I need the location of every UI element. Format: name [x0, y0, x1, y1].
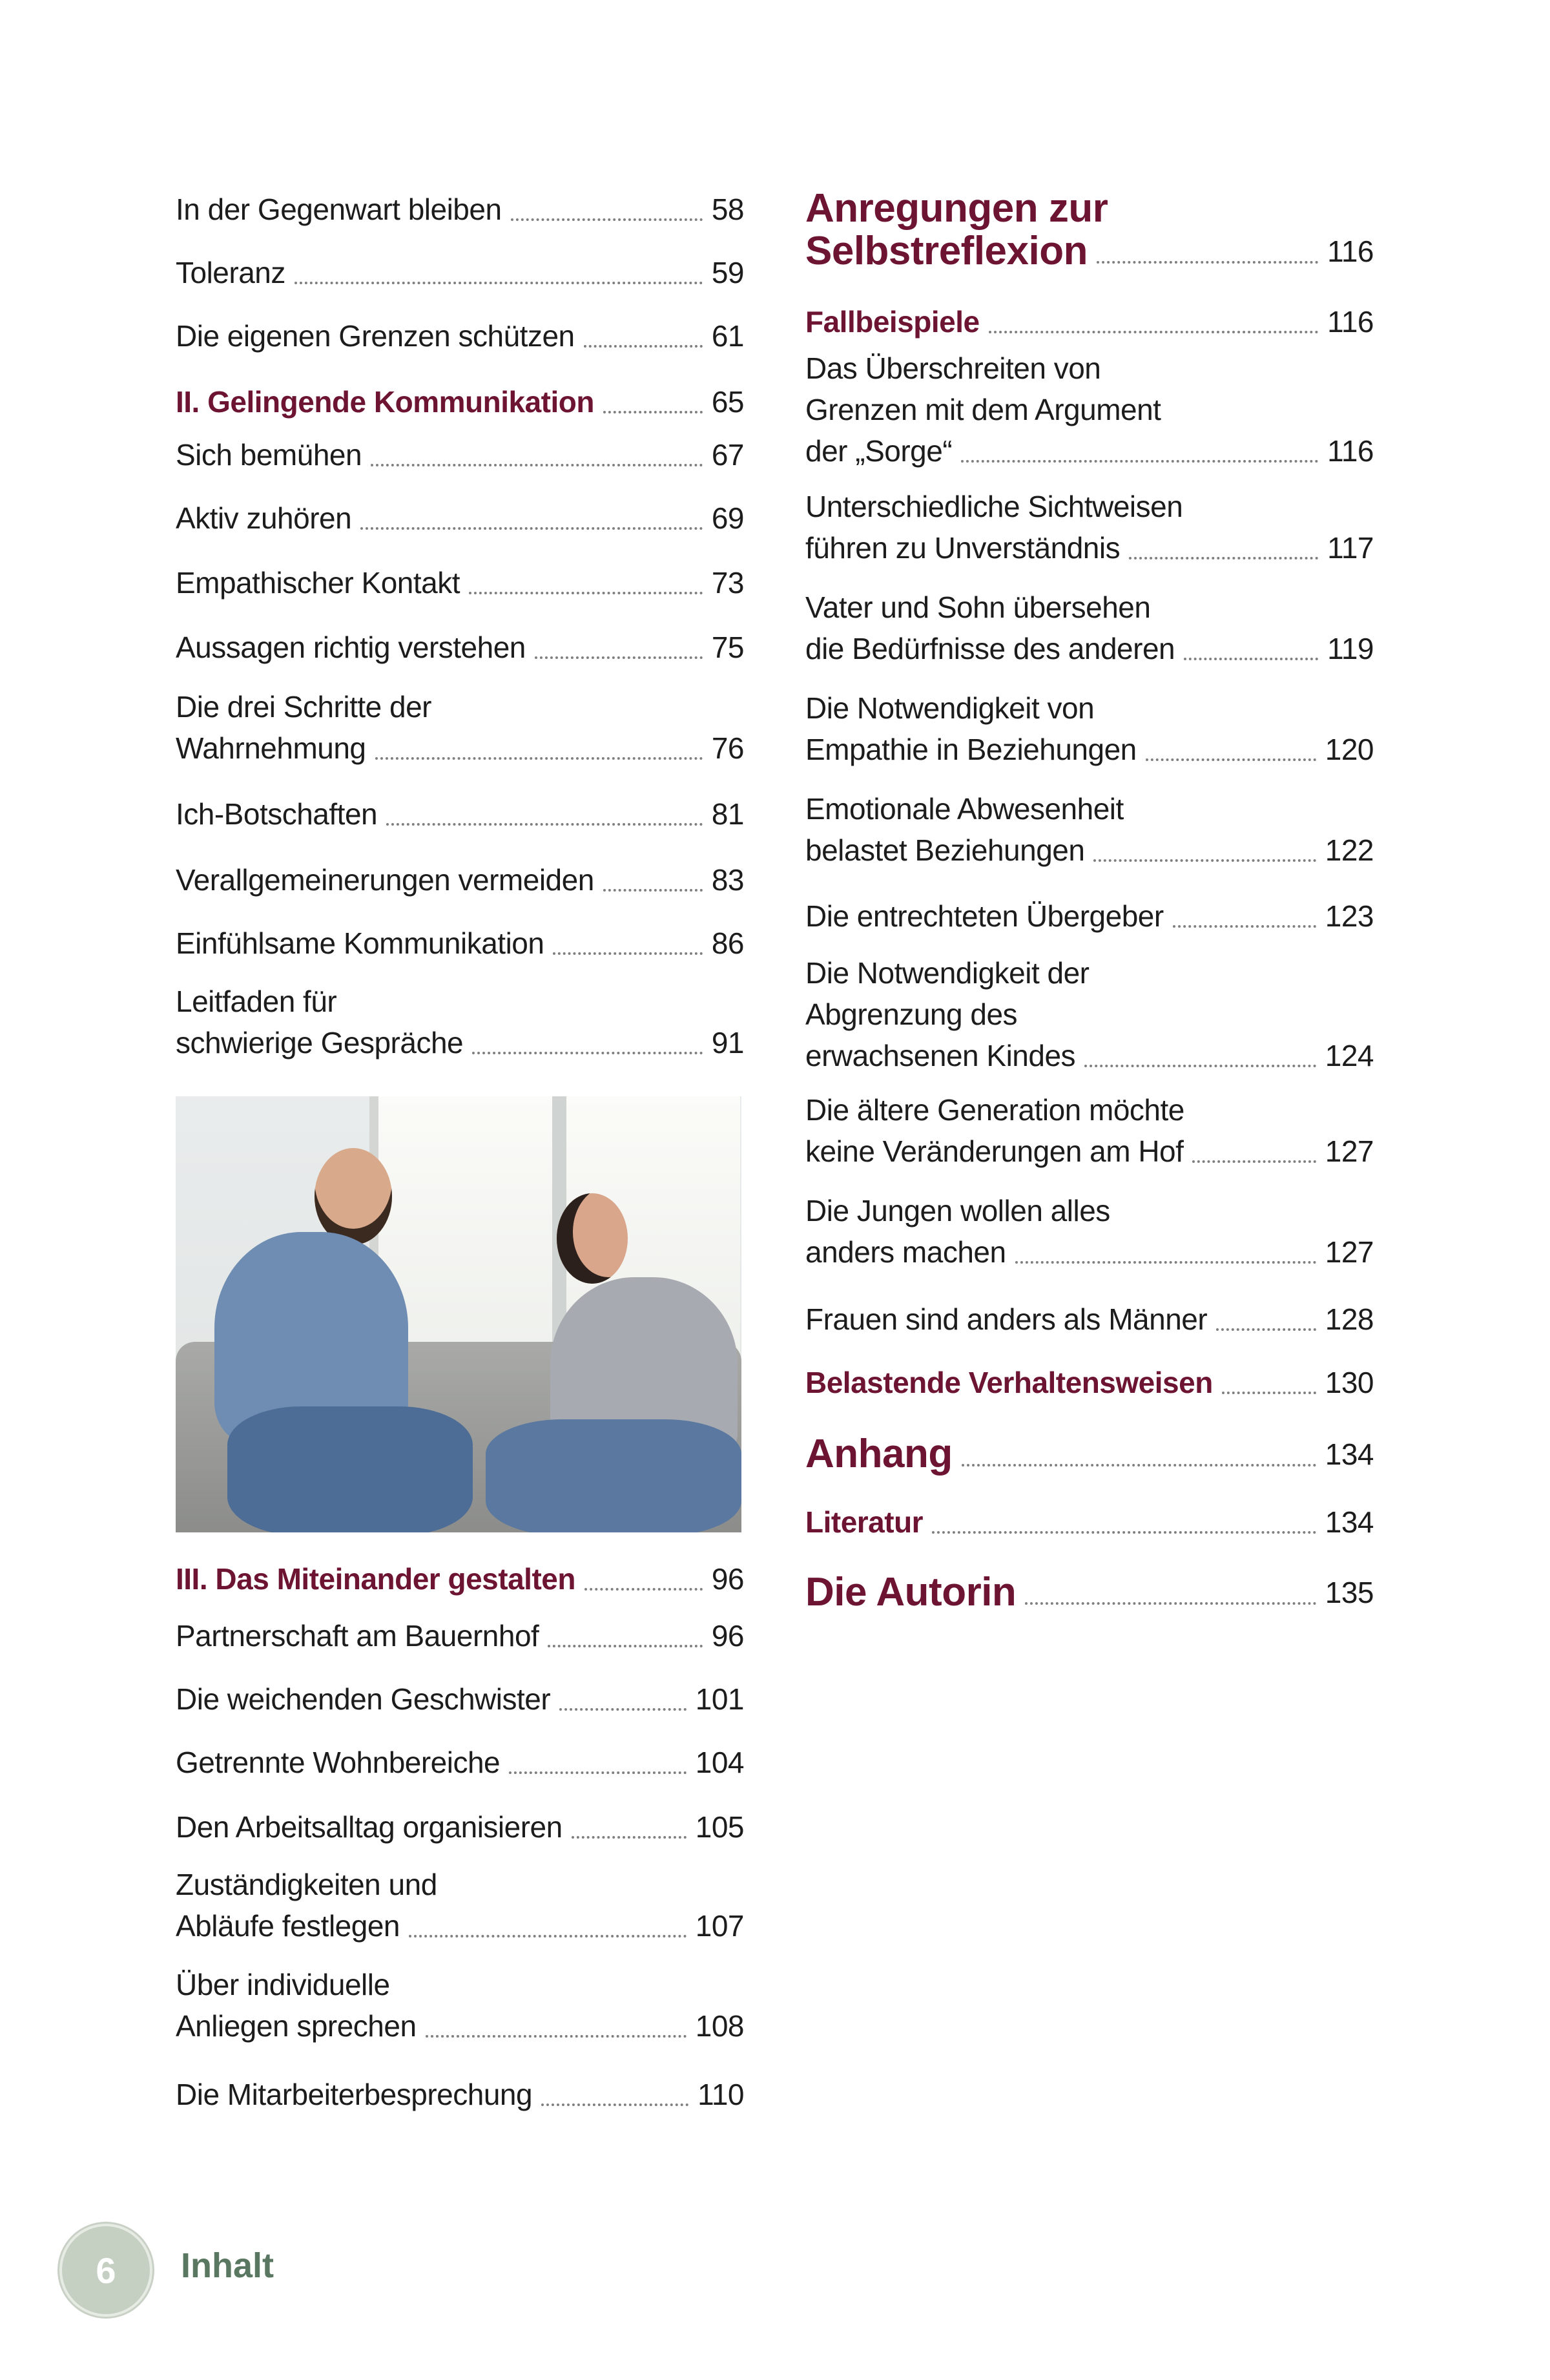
- dot-leader: [426, 2035, 687, 2038]
- toc-page-number: 134: [1325, 1437, 1374, 1471]
- dot-leader: [603, 889, 703, 892]
- toc-entry[interactable]: [805, 1089, 1374, 1172]
- toc-entry[interactable]: [805, 187, 1374, 273]
- toc-entry[interactable]: [805, 348, 1374, 472]
- toc-entry-title: belastet Beziehungen: [805, 833, 1085, 867]
- toc-page-number: 127: [1325, 1134, 1374, 1168]
- toc-entry-title: Wahrnehmung: [176, 731, 366, 765]
- toc-entry[interactable]: [176, 1964, 744, 2047]
- toc-entry[interactable]: [176, 562, 744, 603]
- dot-leader: [989, 331, 1319, 333]
- toc-entry-title: erwachsenen Kindes: [805, 1039, 1076, 1072]
- toc-entry[interactable]: [805, 687, 1374, 770]
- toc-page-number: 107: [695, 1909, 744, 1943]
- dot-leader: [386, 823, 703, 826]
- toc-entry[interactable]: [805, 895, 1374, 937]
- toc-entry-title: führen zu Unverständnis: [805, 531, 1121, 565]
- toc-entry[interactable]: [805, 1362, 1374, 1403]
- toc-entry-title: Emotionale Abwesenheit: [805, 792, 1124, 826]
- dot-leader: [535, 656, 703, 659]
- dot-leader: [541, 2103, 688, 2106]
- toc-entry-title: Frauen sind anders als Männer: [805, 1302, 1208, 1336]
- toc-entry[interactable]: [176, 923, 744, 964]
- toc-entry-title: Partnerschaft am Bauernhof: [176, 1619, 539, 1653]
- toc-entry[interactable]: [805, 1299, 1374, 1340]
- toc-entry[interactable]: [176, 315, 744, 357]
- toc-entry[interactable]: [176, 1806, 744, 1848]
- dot-leader: [603, 411, 703, 413]
- toc-page-number: 128: [1325, 1302, 1374, 1336]
- toc-entry[interactable]: [176, 189, 744, 230]
- toc-page-number: 116: [1327, 434, 1374, 468]
- dot-leader: [509, 1771, 687, 1774]
- toc-entry[interactable]: [176, 1558, 744, 1600]
- toc-entry[interactable]: [176, 793, 744, 835]
- toc-entry-title: Die Autorin: [805, 1570, 1017, 1614]
- toc-entry[interactable]: [805, 1571, 1374, 1614]
- toc-entry-title: Über individuelle: [176, 1968, 390, 2001]
- toc-entry-title: Den Arbeitsalltag organisieren: [176, 1810, 563, 1844]
- dot-leader: [559, 1708, 687, 1711]
- toc-entry-title: Aktiv zuhören: [176, 501, 352, 535]
- toc-entry-title: Die eigenen Grenzen schützen: [176, 319, 575, 353]
- dot-leader: [1146, 758, 1316, 761]
- toc-entry-title: Fallbeispiele: [805, 305, 980, 339]
- toc-entry-title: Vater und Sohn übersehen: [805, 590, 1151, 624]
- toc-entry[interactable]: [176, 252, 744, 293]
- toc-page-number: 110: [698, 2078, 744, 2111]
- toc-page-number: 69: [711, 501, 744, 535]
- dot-leader: [1093, 859, 1316, 862]
- toc-page-number: 134: [1325, 1505, 1374, 1539]
- toc-entry-title: Literatur: [805, 1505, 924, 1539]
- toc-entry-title: Leitfaden für: [176, 985, 337, 1018]
- toc-entry-title: Anliegen sprechen: [176, 2009, 417, 2043]
- dot-leader: [472, 1052, 703, 1054]
- toc-entry-title: III. Das Miteinander gestalten: [176, 1562, 575, 1596]
- toc-entry[interactable]: [176, 434, 744, 475]
- toc-entry-title: Ich-Botschaften: [176, 797, 378, 831]
- dot-leader: [360, 527, 703, 530]
- toc-entry[interactable]: [176, 1615, 744, 1656]
- toc-page-number: 76: [711, 731, 744, 765]
- dot-leader: [511, 218, 703, 221]
- toc-entry-title: Abläufe festlegen: [176, 1909, 400, 1943]
- toc-entry-title: Die ältere Generation möchte: [805, 1093, 1184, 1127]
- photo-couple-arguing: [176, 1096, 741, 1532]
- dot-leader: [1192, 1160, 1316, 1163]
- toc-page-number: 59: [711, 256, 744, 289]
- dot-leader: [962, 1464, 1316, 1467]
- dot-leader: [572, 1836, 687, 1839]
- toc-entry[interactable]: [805, 1433, 1374, 1476]
- dot-leader: [932, 1531, 1316, 1534]
- dot-leader: [371, 464, 703, 466]
- toc-entry[interactable]: [805, 301, 1374, 342]
- toc-entry[interactable]: [176, 859, 744, 901]
- dot-leader: [1129, 557, 1318, 559]
- toc-entry-title: II. Gelingende Kommunikation: [176, 385, 594, 419]
- dot-leader: [469, 592, 703, 594]
- toc-page-number: 86: [711, 926, 744, 960]
- dot-leader: [1173, 925, 1316, 928]
- toc-page-number: 96: [711, 1562, 744, 1596]
- toc-page-number: 127: [1325, 1235, 1374, 1269]
- man-head: [315, 1148, 392, 1245]
- toc-entry[interactable]: [805, 486, 1374, 569]
- toc-entry-title: anders machen: [805, 1235, 1006, 1269]
- toc-page-number: 130: [1325, 1366, 1374, 1399]
- toc-entry-title: Die entrechteten Übergeber: [805, 899, 1164, 933]
- toc-entry[interactable]: [176, 1742, 744, 1783]
- section-title: Inhalt: [181, 2246, 274, 2285]
- dot-leader: [409, 1935, 687, 1937]
- toc-entry-title: Belastende Verhaltensweisen: [805, 1366, 1213, 1399]
- toc-page-number: 108: [695, 2009, 744, 2043]
- toc-entry-title: Die Jungen wollen alles: [805, 1194, 1110, 1227]
- toc-page-number: 116: [1327, 235, 1374, 268]
- toc-entry-title: Abgrenzung des: [805, 997, 1018, 1031]
- toc-page-number: 61: [711, 319, 744, 353]
- dot-leader: [553, 952, 702, 955]
- toc-entry-title: Die Notwendigkeit von: [805, 691, 1095, 725]
- toc-entry[interactable]: [176, 686, 744, 769]
- dot-leader: [1025, 1602, 1316, 1605]
- toc-entry-title: Einfühlsame Kommunikation: [176, 926, 544, 960]
- toc-page-number: 96: [711, 1619, 744, 1653]
- dot-leader: [1097, 261, 1318, 264]
- toc-entry[interactable]: [805, 1190, 1374, 1273]
- toc-entry-title: Aussagen richtig verstehen: [176, 631, 526, 664]
- dot-leader: [961, 460, 1318, 463]
- dot-leader: [548, 1645, 703, 1647]
- toc-entry-title: Empathischer Kontakt: [176, 566, 460, 600]
- toc-entry-title: Sich bemühen: [176, 438, 362, 472]
- toc-page-number: 119: [1327, 632, 1374, 665]
- toc-page-number: 104: [695, 1746, 744, 1779]
- woman-legs: [486, 1419, 741, 1532]
- toc-page-number: 75: [711, 631, 744, 664]
- toc-page-number: 124: [1325, 1039, 1374, 1072]
- toc-entry[interactable]: [176, 497, 744, 539]
- toc-entry-title: Die Notwendigkeit der: [805, 956, 1090, 990]
- dot-leader: [584, 345, 703, 348]
- toc-entry-title: Unterschiedliche Sichtweisen: [805, 490, 1183, 523]
- toc-entry-title: Empathie in Beziehungen: [805, 733, 1137, 766]
- toc-entry[interactable]: [805, 587, 1374, 669]
- toc-entry-title: Die weichenden Geschwister: [176, 1682, 551, 1716]
- toc-entry[interactable]: [176, 2074, 744, 2115]
- toc-entry[interactable]: [805, 788, 1374, 871]
- toc-entry-title: Anhang: [805, 1432, 953, 1476]
- toc-page-number: 117: [1327, 531, 1374, 565]
- dot-leader: [375, 757, 703, 760]
- toc-entry-title: schwierige Gespräche: [176, 1026, 464, 1060]
- toc-entry-title: keine Veränderungen am Hof: [805, 1134, 1184, 1168]
- toc-entry[interactable]: [805, 952, 1374, 1076]
- dot-leader: [1015, 1261, 1316, 1264]
- toc-entry-title: die Bedürfnisse des anderen: [805, 632, 1175, 665]
- dot-leader: [294, 282, 703, 284]
- woman-head: [557, 1193, 628, 1284]
- toc-page-number: 91: [711, 1026, 744, 1060]
- toc-entry[interactable]: [805, 1501, 1374, 1543]
- toc-page-number: 116: [1327, 305, 1374, 339]
- toc-entry-title: Selbstreflexion: [805, 229, 1088, 273]
- toc-entry[interactable]: [176, 381, 744, 423]
- toc-page-number: 65: [711, 385, 744, 419]
- toc-entry-title: In der Gegenwart bleiben: [176, 193, 502, 226]
- toc-entry-title: Anregungen zur: [805, 186, 1108, 231]
- toc-entry-title: der „Sorge“: [805, 434, 953, 468]
- toc-entry[interactable]: [176, 627, 744, 668]
- toc-entry-title: Verallgemeinerungen vermeiden: [176, 863, 594, 897]
- page-number: 6: [96, 2250, 116, 2291]
- toc-entry-title: Toleranz: [176, 256, 285, 289]
- toc-entry-title: Getrennte Wohnbereiche: [176, 1746, 501, 1779]
- toc-page-number: 105: [695, 1810, 744, 1844]
- toc-entry-title: Die drei Schritte der: [176, 690, 431, 724]
- toc-page-number: 73: [711, 566, 744, 600]
- dot-leader: [1216, 1328, 1316, 1331]
- dot-leader: [1222, 1392, 1316, 1394]
- toc-page-number: 122: [1325, 833, 1374, 867]
- page-number-badge: [59, 2224, 152, 2317]
- toc-page-number: 101: [695, 1682, 744, 1716]
- dot-leader: [1084, 1065, 1316, 1067]
- dot-leader: [1184, 658, 1318, 660]
- toc-page-number: 58: [711, 193, 744, 226]
- toc-entry-title: Das Überschreiten von: [805, 351, 1101, 385]
- man-legs: [227, 1406, 473, 1532]
- toc-page-number: 135: [1325, 1576, 1374, 1609]
- toc-page-number: 123: [1325, 899, 1374, 933]
- toc-entry-title: Die Mitarbeiterbesprechung: [176, 2078, 533, 2111]
- toc-entry[interactable]: [176, 1864, 744, 1947]
- toc-entry-title: Zuständigkeiten und: [176, 1868, 437, 1901]
- toc-entry[interactable]: [176, 1678, 744, 1720]
- toc-page-number: 67: [711, 438, 744, 472]
- toc-page-number: 120: [1325, 733, 1374, 766]
- dot-leader: [584, 1588, 703, 1591]
- toc-entry-title: Grenzen mit dem Argument: [805, 393, 1161, 426]
- toc-page-number: 81: [711, 797, 744, 831]
- toc-entry[interactable]: [176, 981, 744, 1063]
- toc-page-number: 83: [711, 863, 744, 897]
